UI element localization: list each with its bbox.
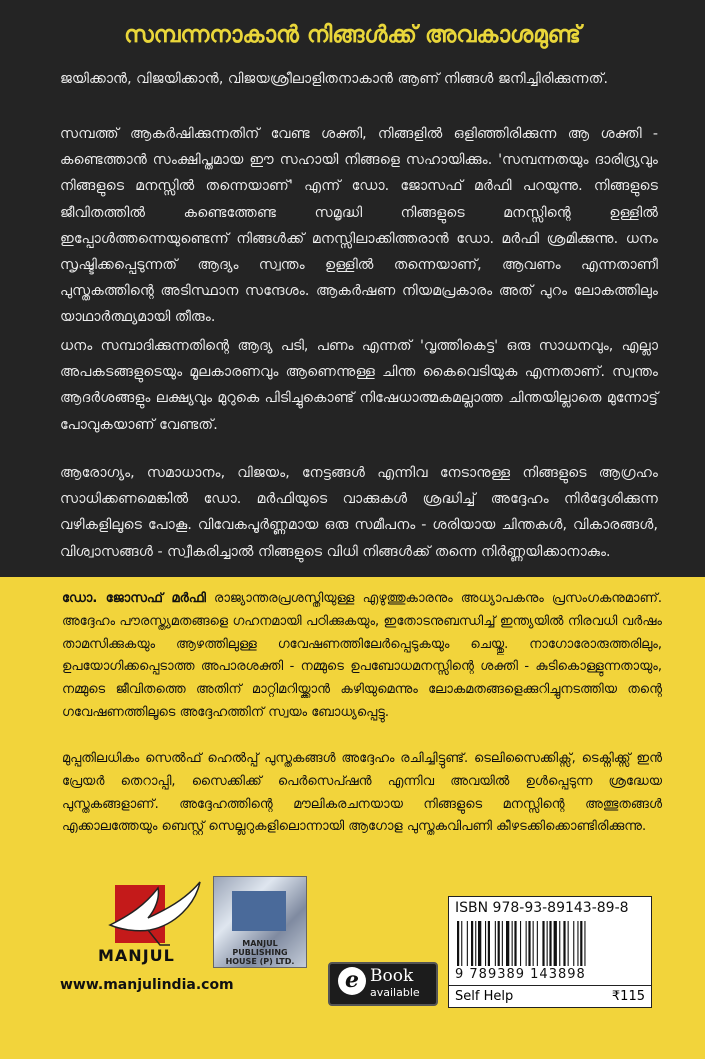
barcode-icon [455, 921, 645, 966]
barcode-bar [512, 921, 513, 966]
barcode-bar [514, 921, 516, 966]
book-price: ₹115 [611, 989, 645, 1004]
barcode-bar [542, 921, 544, 966]
hologram-text: MANJUL PUBLISHING HOUSE (P) LTD. [225, 939, 295, 966]
isbn-box [448, 896, 652, 1008]
bird-icon [100, 870, 210, 948]
barcode-bar [461, 921, 462, 966]
barcode-bar [478, 921, 481, 966]
barcode-bar [573, 921, 574, 966]
barcode-bar [547, 921, 548, 966]
barcode-digits: 9 789389 143898 [455, 967, 586, 982]
blurb-paragraph-4: ആരോഗ്യം, സമാധാനം, വിജയം, നേട്ടങ്ങൾ എന്നിവ നേടാനുള്ള നിങ്ങളുടെ ആഗ്രഹം സാധിക്കണമെങ്കിൽ ഡോ. മർഫിയുടെ വാക്കുകൾ ശ്രദ്ധിച്ച് അദ്ദേഹം നിർദ്ദേശിക്കുന്ന വഴികളിലൂടെ പോകൂ. വിവേകപൂർണ്ണമായ ഒരു സമീപനം - ശരിയായ ചിന്തകൾ, വികാരങ്ങൾ, വിശ്വാസങ്ങൾ - സ്വീകരിച്ചാൽ നിങ്ങളുടെ വിധി നിങ്ങൾക്ക് തന്നെ നിർണ്ണയിക്കാനാകും. [60, 465, 658, 560]
barcode-bar [467, 921, 468, 966]
barcode-bar [457, 921, 459, 966]
author-bio [62, 588, 662, 725]
ebook-availability: available [370, 986, 420, 999]
barcode-bar [580, 921, 582, 966]
blurb-paragraph-2: സമ്പത്ത് ആകർഷിക്കുന്നതിന് വേണ്ട ശക്തി, നിങ്ങളിൽ ഒളിഞ്ഞിരിക്കുന്ന ആ ശക്തി - കണ്ടെത്താൻ സംക്ഷിപ്തമായ ഈ സഹായി നിങ്ങളെ സഹായിക്കും. 'സമ്പന്നതയും ദാരിദ്ര്യവും നിങ്ങളുടെ മനസ്സിൽ തന്നെയാണ്' എന്ന് ഡോ. ജോസഫ് മർഫി പറയുന്നു. നിങ്ങളുടെ ജീവിതത്തിൽ കണ്ടെത്തേണ്ട സമൃദ്ധി നിങ്ങളുടെ മനസ്സിന്റെ ഉള്ളിൽ ഇപ്പോൾത്തന്നെയുണ്ടെന്ന് നിങ്ങൾക്ക് മനസ്സിലാക്കിത്തരാൻ ഡോ. മർഫി ശ്രമിക്കുന്നു. ധനം സൃഷ്ടിക്കപ്പെടുന്നത് ആദ്യം സ്വന്തം ഉള്ളിൽ തന്നെയാണ്, ആവണം എന്നതാണീ പുസ്തകത്തിന്റെ അടിസ്ഥാന സന്ദേശം. ആകർഷണ നിയമപ്രകാരം അത് പുറം ലോകത്തിലും യാഥാർത്ഥ്യമായി തീരും. [60, 126, 658, 326]
blurb-paragraph-3: ധനം സമ്പാദിക്കുന്നതിന്റെ ആദ്യ പടി, പണം എന്നത് 'വൃത്തികെട്ട' ഒരു സാധനവും, എല്ലാ അപകടങ്ങളുടെയും മൂലകാരണവും ആണെന്നുള്ള ചിന്ത കൈവെടിയുക എന്നതാണ്. സ്വന്തം ആദർശങ്ങളും ലക്ഷ്യവും മുറുകെ പിടിച്ചുകൊണ്ട് നിഷേധാത്മകമല്ലാത്ത ചിന്തയില്ലാതെ മുന്നോട്ട് പോവുകയാണ് വേണ്ടത്. [60, 338, 658, 433]
barcode-bar [584, 921, 585, 966]
barcode-bar [502, 921, 503, 966]
author-works: മുപ്പതിലധികം സെൽഫ് ഹെൽപ്പ് പുസ്തകങ്ങൾ അദ്ദേഹം രചിച്ചിട്ടുണ്ട്. ടെലിസൈക്കിക്സ്, ടെക്നിക്ക്സ് ഇൻ പ്രേയർ തെറാപ്പി, സൈക്കിക്ക് പെർസെപ്ഷൻ എന്നിവ അവയിൽ ഉൾപ്പെടുന്ന ശ്രദ്ധേയ പുസ്തകങ്ങളാണ്. അദ്ദേഹത്തിന്റെ മൗലികരചനയായ നിങ്ങളുടെ മനസ്സിന്റെ അത്ഭുതങ്ങൾ എക്കാലത്തേയും ബെസ്റ്റ് സെല്ലറുകളിലൊന്നായി ആഗോള പുസ്തകവിപണി കീഴടക്കിക്കൊണ്ടിരിക്കുന്നു. [62, 751, 662, 835]
barcode-bar [533, 921, 534, 966]
barcode-bar [506, 921, 509, 966]
isbn-footer [449, 985, 651, 1008]
book-category: Self Help [455, 989, 514, 1004]
logo-wordmark: MANJUL [98, 946, 175, 965]
barcode-bar [528, 921, 530, 966]
barcode-bar [488, 921, 490, 966]
barcode-bar [526, 921, 527, 966]
blurb-paragraph-1: ജയിക്കാൻ, വിജയിക്കാൻ, വിജയശ്രീലാളിതനാകാൻ ആണ് നിങ്ങൾ ജനിച്ചിരിക്കുന്നത്. [60, 71, 609, 87]
barcode-bar [475, 921, 476, 966]
hologram-image [232, 891, 286, 931]
publisher-logo [80, 870, 210, 970]
author-bio-text: രാജ്യാന്തരപ്രശസ്തിയുള്ള എഴുത്തുകാരനും അധ്യാപകനും പ്രസംഗകനുമാണ്. അദ്ദേഹം പൗരസ്ത്യമതങ്ങളെ ഗഹനമായി പഠിക്കുകയും, ഇതോടനുബന്ധിച്ച് ഇന്ത്യയിൽ നിരവധി വർഷം താമസിക്കുകയും ആഴത്തിലുള്ള ഗവേഷണത്തിലേർപ്പെടുകയും ചെയ്തു. നാഗോരോരുത്തരിലും, ഉപയോഗിക്കപ്പെടാത്ത അപാരശക്തി - നമ്മുടെ ഉപബോധമനസ്സിന്റെ ശക്തി - കുടികൊള്ളുന്നതായും, നമ്മുടെ ജീവിതത്തെ അതിന് മാറ്റിമറിയ്ക്കാൻ കഴിയുമെന്നും ലോകമതങ്ങളെക്കുറിച്ചുനടത്തിയ തന്റെ ഗവേഷണത്തിലൂടെ അദ്ദേഹത്തിന് സ്വയം ബോധ്യപ്പെട്ടു. [62, 591, 662, 720]
barcode-bar [559, 921, 560, 966]
ebook-e-icon: e [338, 967, 366, 995]
isbn-label: ISBN 978-93-89143-89-8 [455, 900, 629, 916]
barcode-bar [568, 921, 569, 966]
barcode-bar [554, 921, 557, 966]
ebook-label: Book [370, 966, 414, 986]
publisher-website: www.manjulindia.com [60, 977, 234, 993]
barcode-bar [520, 921, 521, 966]
barcode-bar [471, 921, 473, 966]
ebook-badge [328, 962, 438, 1006]
barcode-bar [549, 921, 551, 966]
hologram-sticker [213, 876, 307, 968]
barcode-bar [563, 921, 565, 966]
barcode-bar [498, 921, 500, 966]
author-name: ഡോ. ജോസഫ് മർഫി [62, 591, 206, 606]
barcode-bar [577, 921, 578, 966]
cover-heading: സമ്പന്നനാകാൻ നിങ്ങൾക്ക് അവകാശമുണ്ട് [124, 22, 581, 48]
barcode-bar [485, 921, 486, 966]
barcode-bar [537, 921, 538, 966]
barcode-bar [495, 921, 496, 966]
